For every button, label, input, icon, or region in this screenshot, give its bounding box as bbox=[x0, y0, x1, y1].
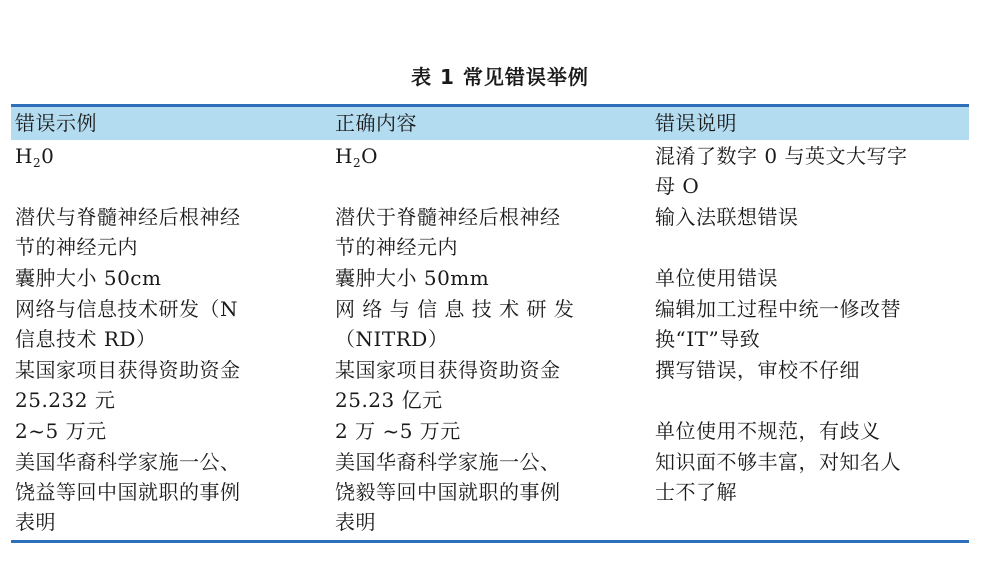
cell-error-explanation: 撰写错误，审校不仔细 bbox=[655, 358, 860, 382]
header-error-explanation: 错误说明 bbox=[655, 111, 737, 135]
cell-error-explanation: 单位使用不规范，有歧义 bbox=[655, 419, 881, 443]
cell-correct-content: 潜伏于脊髓神经后根神经 节的神经元内 bbox=[335, 205, 561, 259]
cell-wrong-example: 囊肿大小 50cm bbox=[15, 266, 162, 290]
cell-wrong-example: 网络与信息技术研发（N 信息技术 RD） bbox=[15, 297, 238, 351]
cell-error-explanation: 知识面不够丰富，对知名人 士不了解 bbox=[655, 450, 901, 504]
cell-wrong-example: 美国华裔科学家施一公、 饶益等回中国就职的事例 表明 bbox=[15, 450, 241, 534]
cell-wrong-example: $H_20$ bbox=[15, 144, 55, 170]
cell-correct-content: $H_2O$ bbox=[335, 144, 378, 170]
table-row bbox=[11, 447, 969, 537]
table-row bbox=[11, 355, 969, 415]
table-body bbox=[11, 140, 969, 540]
table-caption: 表 1 常见错误举例 bbox=[411, 65, 589, 89]
table-row bbox=[11, 141, 969, 201]
table-row bbox=[11, 294, 969, 354]
header-wrong-example: 错误示例 bbox=[15, 111, 97, 135]
table-row bbox=[11, 202, 969, 262]
table-row bbox=[11, 416, 969, 446]
table-bottom-rule bbox=[11, 540, 969, 543]
cell-wrong-example: 某国家项目获得资助资金 25.232 元 bbox=[15, 358, 241, 412]
table-header-row bbox=[11, 107, 969, 140]
header-correct-content: 正确内容 bbox=[335, 111, 417, 135]
cell-correct-content: 2 万 ~5 万元 bbox=[335, 419, 461, 443]
cell-error-explanation: 编辑加工过程中统一修改替 换“IT”导致 bbox=[655, 297, 901, 351]
table-row bbox=[11, 263, 969, 293]
cell-wrong-example: 潜伏与脊髓神经后根神经 节的神经元内 bbox=[15, 205, 241, 259]
errors-table bbox=[11, 104, 969, 543]
cell-wrong-example: 2~5 万元 bbox=[15, 419, 107, 443]
cell-correct-content: 美国华裔科学家施一公、 饶毅等回中国就职的事例 表明 bbox=[335, 450, 561, 534]
cell-error-explanation: 混淆了数字 0 与英文大写字 母 O bbox=[655, 144, 908, 198]
cell-correct-content: 囊肿大小 50mm bbox=[335, 266, 490, 290]
cell-error-explanation: 单位使用错误 bbox=[655, 266, 778, 290]
cell-correct-content: 网 络 与 信 息 技 术 研 发 （NITRD） bbox=[335, 297, 575, 351]
cell-error-explanation: 输入法联想错误 bbox=[655, 205, 799, 229]
cell-correct-content: 某国家项目获得资助资金 25.23 亿元 bbox=[335, 358, 561, 412]
